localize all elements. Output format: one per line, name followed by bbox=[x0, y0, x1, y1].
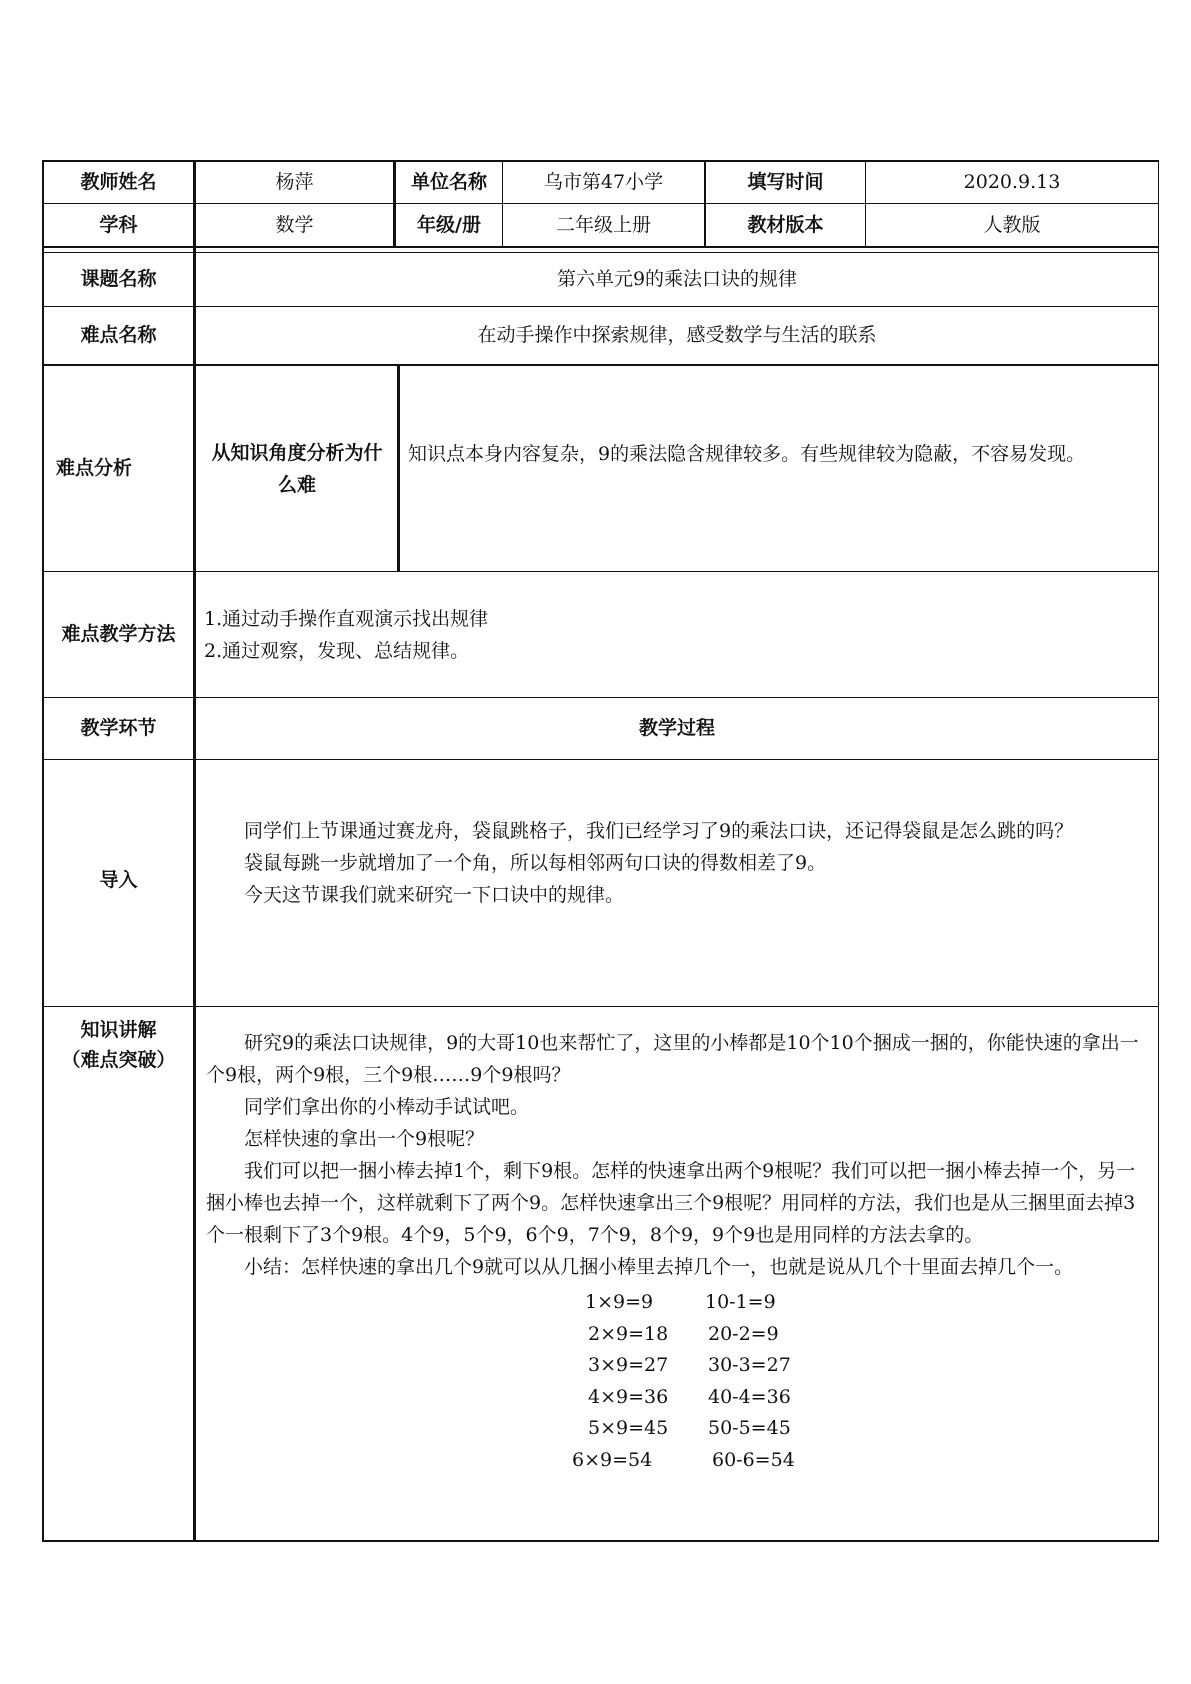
row-divider bbox=[42, 246, 1159, 248]
knowledge-paragraph: 同学们拿出你的小棒动手试试吧。 bbox=[244, 1096, 530, 1118]
formula-left: 1×9=9 bbox=[585, 1291, 654, 1313]
topic-label: 课题名称 bbox=[80, 268, 157, 291]
knowledge-paragraph: 怎样快速的拿出一个9根呢？ bbox=[244, 1128, 485, 1150]
formula-left: 2×9=18 bbox=[588, 1322, 669, 1345]
formula-right: 60-6=54 bbox=[712, 1448, 795, 1471]
formula-row bbox=[206, 1287, 1144, 1319]
formula-left: 3×9=27 bbox=[588, 1354, 669, 1376]
formula-left: 4×9=36 bbox=[588, 1385, 669, 1408]
formula-right: 50-5=45 bbox=[708, 1417, 791, 1439]
grade-value: 二年级上册 bbox=[555, 213, 651, 236]
edition-value: 人教版 bbox=[983, 213, 1041, 236]
process-header: 教学过程 bbox=[638, 717, 715, 740]
method-item: 2.通过观察，发现、总结规律。 bbox=[204, 639, 470, 662]
formula-list bbox=[206, 1287, 1144, 1476]
method-label: 难点教学方法 bbox=[61, 623, 176, 646]
intro-content bbox=[196, 760, 1158, 1006]
analysis-paragraph: 知识点本身内容复杂，9的乘法隐含规律较多。有些规律较为隐蔽，不容易发现。 bbox=[408, 442, 1086, 465]
intro-paragraph: 袋鼠每跳一步就增加了一个角，所以每相邻两句口诀的得数相差了9。 bbox=[244, 852, 827, 874]
fill-time-value: 2020.9.13 bbox=[963, 171, 1061, 194]
analysis-label: 难点分析 bbox=[56, 457, 133, 480]
knowledge-paragraph: 小结：怎样快速的拿出几个9就可以从几捆小棒里去掉几个一，也就是说从几个十里面去掉几个一。 bbox=[244, 1256, 1074, 1278]
grade-label: 年级/册 bbox=[417, 213, 481, 236]
table-border-right bbox=[1158, 160, 1159, 1542]
knowledge-content bbox=[196, 1007, 1158, 1540]
subject-value: 数学 bbox=[275, 213, 314, 236]
process-step-header: 教学环节 bbox=[80, 717, 157, 740]
table-border-bottom bbox=[42, 1540, 1159, 1542]
formula-row bbox=[206, 1382, 1144, 1414]
knowledge-paragraph: 研究9的乘法口诀规律，9的大哥10也来帮忙了，这里的小棒都是10个10个捆成一捆的，你能快速的拿出一个9根，两个9根，三个9根……9个9根吗？ bbox=[206, 1032, 1139, 1086]
subject-label: 学科 bbox=[99, 213, 138, 236]
analysis-sub-label: 从知识角度分析为什么难 bbox=[211, 441, 383, 496]
formula-row bbox=[206, 1445, 1144, 1477]
fill-time-label: 填写时间 bbox=[747, 171, 824, 194]
method-item: 1.通过动手操作直观演示找出规律 bbox=[204, 607, 489, 630]
topic-value: 第六单元9的乘法口诀的规律 bbox=[556, 268, 798, 291]
teacher-name-value: 杨萍 bbox=[275, 171, 314, 194]
analysis-text bbox=[400, 366, 1158, 571]
formula-right: 30-3=27 bbox=[708, 1354, 791, 1376]
formula-right: 10-1=9 bbox=[705, 1291, 776, 1313]
formula-left: 5×9=45 bbox=[588, 1417, 669, 1439]
formula-left: 6×9=54 bbox=[572, 1448, 653, 1471]
formula-row bbox=[206, 1350, 1144, 1382]
intro-paragraph: 今天这节课我们就来研究一下口诀中的规律。 bbox=[244, 884, 625, 906]
edition-label: 教材版本 bbox=[747, 213, 824, 236]
knowledge-label-line2: （难点突破） bbox=[61, 1049, 176, 1071]
difficulty-label: 难点名称 bbox=[80, 324, 157, 347]
knowledge-label-line1: 知识讲解 bbox=[80, 1019, 157, 1041]
intro-paragraph: 同学们上节课通过赛龙舟，袋鼠跳格子，我们已经学习了9的乘法口诀，还记得袋鼠是怎么跳的吗？ bbox=[244, 820, 1074, 842]
knowledge-paragraph: 我们可以把一捆小棒去掉1个，剩下9根。怎样的快速拿出两个9根呢？我们可以把一捆小棒去掉一个，另一捆小棒也去掉一个，这样就剩下了两个9。怎样快速拿出三个9根呢？用同样的方法，我们也是从三捆里面去掉3个一根剩下了3个9根。4个9，5个9，6个9，7个9，8个9，9个9也是用同样的方法去拿的。 bbox=[206, 1160, 1136, 1246]
difficulty-value: 在动手操作中探索规律，感受数学与生活的联系 bbox=[477, 324, 877, 347]
formula-right: 40-4=36 bbox=[708, 1385, 791, 1408]
intro-label: 导入 bbox=[99, 869, 138, 891]
unit-name-label: 单位名称 bbox=[410, 171, 487, 194]
formula-right: 20-2=9 bbox=[708, 1322, 779, 1345]
unit-name-value: 乌市第47小学 bbox=[543, 171, 664, 194]
knowledge-label bbox=[44, 1007, 193, 1540]
method-content bbox=[196, 572, 1158, 697]
formula-row bbox=[206, 1413, 1144, 1445]
teacher-name-label: 教师姓名 bbox=[80, 171, 157, 194]
formula-row bbox=[206, 1319, 1144, 1351]
